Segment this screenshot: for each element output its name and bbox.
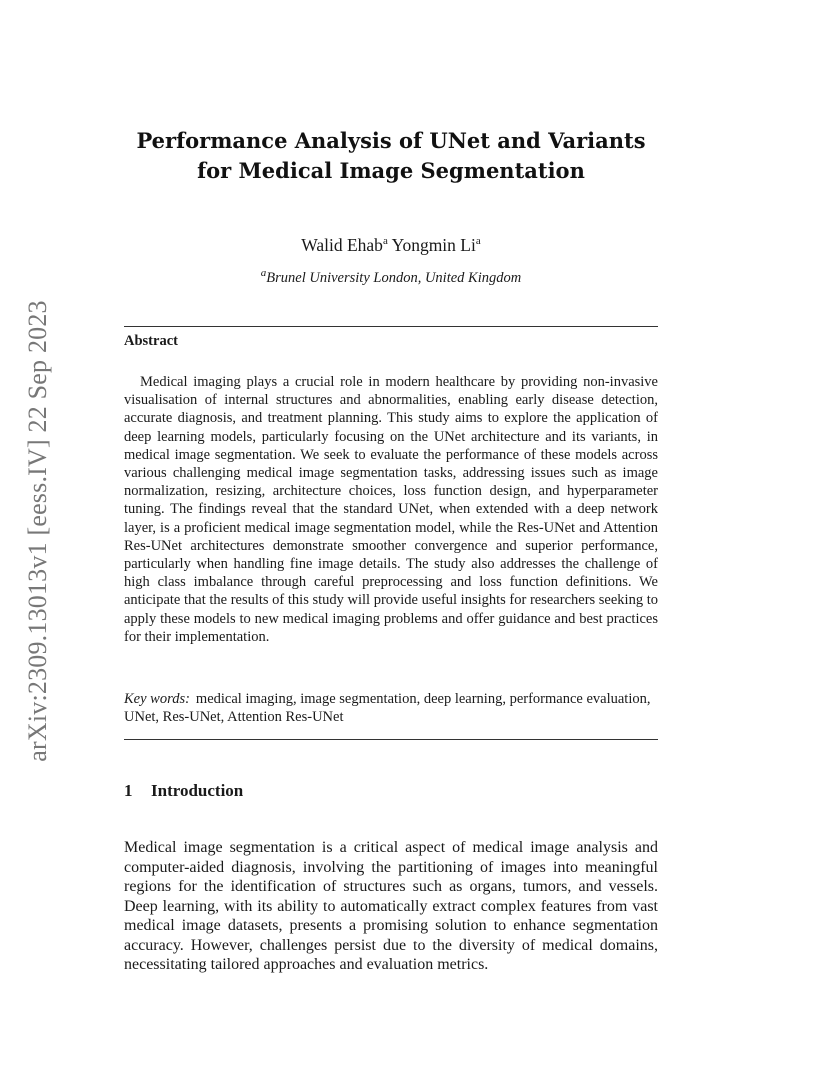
author-affiliation-mark: a bbox=[475, 235, 481, 248]
introduction-paragraph: Medical image segmentation is a critical aspect of medical image analysis and computer-aided diagnosis, involving the partitioning of images into meaningful regions for the identification of structures such as organs, tumors, and vessels. Deep learning, with its ability to automatically extract complex features from vast medical image datasets, presents a promising solution to enhance segmentation accuracy. However, challenges persist due to the diversity of medical domains, necessitating tailored approaches and evaluation metrics. bbox=[124, 839, 658, 973]
section-number: 1 bbox=[124, 781, 133, 800]
section-title: Introduction bbox=[151, 781, 244, 800]
abstract-bottom-rule bbox=[124, 739, 658, 740]
paper-title-line-2: for Medical Image Segmentation bbox=[197, 158, 585, 183]
abstract-text: Medical imaging plays a crucial role in modern healthcare by providing non-invasive visualisation of internal structures and abnormalities, enabling early disease detection, accurate diagnosis, and treatment planning. This study aims to explore the application of deep learning models, particularly focusing on the UNet architecture and its variants, in medical image segmentation. We seek to evaluate the performance of these models across various challenging medical image segmentation tasks, addressing issues such as image normalization, resizing, architecture choices, loss function design, and hyperparameter tuning. The findings reveal that the standard UNet, when extended with a deep network layer, is a proficient medical image segmentation model, while the Res-UNet and Attention Res-UNet architectures demonstrate smoother convergence and superior performance, particularly when handling fine image details. The study also addresses the challenge of high class imbalance through careful preprocessing and loss function definitions. We anticipate that the results of this study will provide useful insights for researchers seeking to apply these models to new medical imaging problems and offer guidance and best practices for their implementation. bbox=[124, 374, 658, 645]
section-heading-introduction bbox=[124, 780, 243, 802]
author-name: Walid Ehab bbox=[301, 235, 383, 255]
abstract-top-rule bbox=[124, 326, 658, 327]
keywords-label: Key words: bbox=[124, 691, 190, 707]
arxiv-identifier-text: arXiv:2309.13013v1 [eess.IV] 22 Sep 2023 bbox=[23, 300, 52, 762]
affiliation-mark: a bbox=[260, 267, 267, 280]
keywords bbox=[124, 690, 658, 727]
affiliation-text: Brunel University London, United Kingdom bbox=[266, 270, 522, 286]
author-name: Yongmin Li bbox=[391, 235, 476, 255]
author-list bbox=[124, 233, 658, 257]
arxiv-identifier-stamp bbox=[18, 286, 58, 776]
paper-title-line-1: Performance Analysis of UNet and Variants bbox=[136, 128, 646, 153]
paper-title bbox=[124, 126, 658, 186]
abstract-heading: Abstract bbox=[124, 333, 178, 349]
author-affiliation-mark: a bbox=[382, 235, 388, 248]
keywords-text: medical imaging, image segmentation, deep learning, performance evaluation, UNet, Res-UNet, Attention Res-UNet bbox=[124, 691, 651, 726]
affiliation bbox=[124, 268, 658, 288]
